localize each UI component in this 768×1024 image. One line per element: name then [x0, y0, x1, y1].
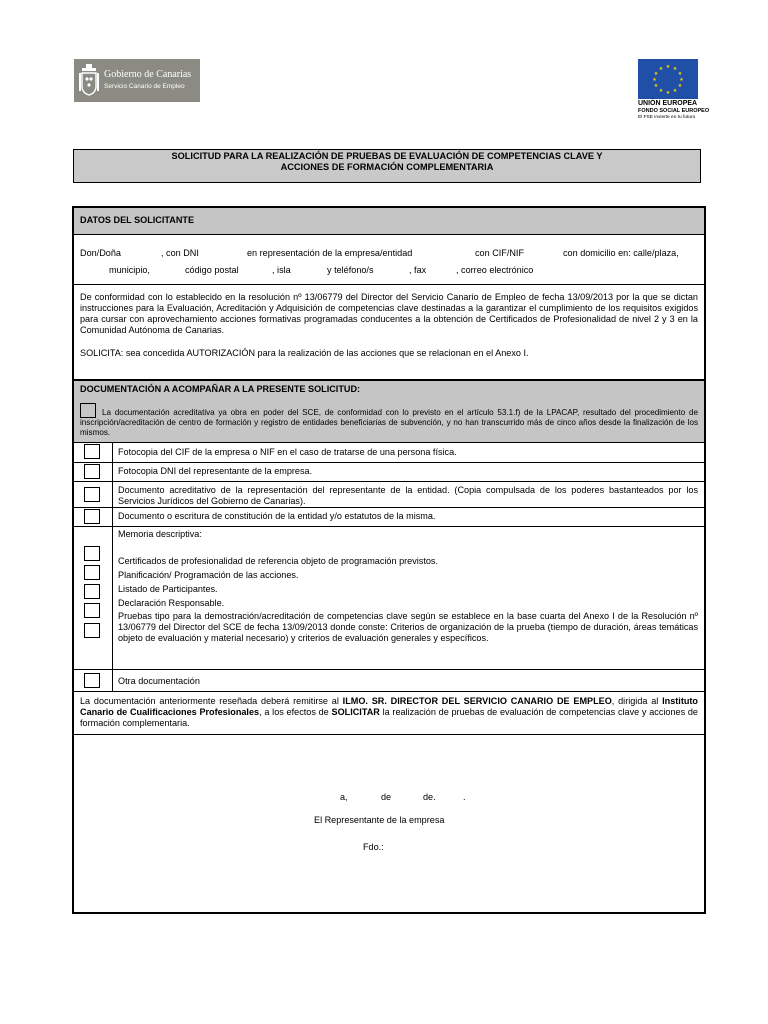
dni-checkbox[interactable] — [84, 464, 100, 479]
eu-label: UNIÓN EUROPEA — [638, 100, 698, 107]
doc-item-otra: Otra documentación — [118, 676, 200, 686]
planificacion-checkbox[interactable] — [84, 565, 100, 580]
doc-item-escritura: Documento o escritura de constitución de la entidad y/o estatutos de la misma. — [118, 511, 436, 521]
memoria-item-pruebas: Pruebas tipo para la demostración/acreditación de competencias clave según se establece en la base cuarta del Anexo I de la Resolución nº 13/06779 del Director del SCE de fecha 13/09/2013 donde conste: Criterios de organización de la prueba (tiempo de duración, áreas temáticas objeto de evaluación y material necesario) y criterios de evaluación generales y específicos. — [118, 611, 698, 643]
label-isla: , isla — [272, 265, 291, 275]
divider — [72, 284, 706, 285]
svg-text:★: ★ — [665, 90, 671, 96]
participantes-checkbox[interactable] — [84, 584, 100, 599]
label-cif: con CIF/NIF — [475, 248, 525, 258]
label-codigo-postal: código postal — [185, 265, 239, 275]
divider — [72, 691, 706, 692]
doc-item-representacion: Documento acreditativo de la representación del representante de la entidad. (Copia compulsada de los poderes bastanteados por los Servicios Jurídicos del Gobierno de Canarias). — [118, 485, 698, 506]
divider — [72, 526, 706, 527]
label-email: , correo electrónico — [456, 265, 534, 275]
escritura-checkbox[interactable] — [84, 509, 100, 524]
gc-logo-subtitle: Servicio Canario de Empleo — [104, 83, 185, 90]
eu-flag-icon — [638, 59, 698, 99]
memoria-heading: Memoria descriptiva: — [118, 529, 202, 539]
svg-text:★: ★ — [658, 88, 664, 94]
fecha-de-1: de — [381, 792, 392, 802]
svg-text:★: ★ — [652, 77, 657, 83]
svg-text:★: ★ — [677, 71, 683, 77]
fdo-label: Fdo.: — [363, 842, 384, 852]
divider — [72, 507, 706, 508]
form-title-line1: SOLICITUD PARA LA REALIZACIÓN DE PRUEBAS DE EVALUACIÓN DE COMPETENCIAS CLAVE Y — [171, 151, 603, 161]
representante-label: El Representante de la empresa — [314, 815, 445, 825]
svg-text:★: ★ — [672, 66, 678, 72]
label-telefono: y teléfono/s — [327, 265, 374, 275]
gobierno-canarias-logo — [74, 59, 200, 102]
form-title-line2: ACCIONES DE FORMACIÓN COMPLEMENTARIA — [280, 162, 494, 172]
remision-text: La documentación anteriormente reseñada deberá remitirse al ILMO. SR. DIRECTOR DEL SERVICIO CANARIO DE EMPLEO, dirigida al Instituto Canario de Cualificaciones Profesionales, a los efectos de SOLICITAR la realización de pruebas de evaluación de competencias clave y acciones de formación complementaria. — [80, 696, 698, 728]
fse-label: FONDO SOCIAL EUROPEO — [638, 108, 710, 114]
form-title — [73, 149, 701, 183]
cif-checkbox[interactable] — [84, 444, 100, 459]
memoria-item-declaracion: Declaración Responsable. — [118, 598, 225, 608]
svg-text:★: ★ — [653, 71, 659, 77]
gc-logo-title: Gobierno de Canarias — [104, 69, 192, 80]
label-dni: , con DNI — [161, 248, 199, 258]
label-don: Don/Doña — [80, 248, 121, 258]
svg-text:★: ★ — [677, 83, 683, 89]
memoria-item-certificados: Certificados de profesionalidad de referencia objeto de programación previstos. — [118, 556, 438, 566]
svg-text:★: ★ — [658, 66, 664, 72]
label-municipio: municipio, — [109, 265, 150, 275]
solicita-text: SOLICITA: sea concedida AUTORIZACIÓN para la realización de las acciones que se relacionan en el Anexo I. — [80, 348, 529, 358]
fecha-a: a, — [340, 792, 348, 802]
fecha-de-2: de. — [423, 792, 436, 802]
label-representacion: en representación de la empresa/entidad — [247, 248, 413, 258]
divider — [72, 442, 706, 443]
representacion-checkbox[interactable] — [84, 487, 100, 502]
instituto-name: Instituto Canario de Cualificaciones Profesionales — [80, 696, 698, 717]
declaracion-checkbox[interactable] — [84, 603, 100, 618]
doc-item-dni: Fotocopia DNI del representante de la empresa. — [118, 466, 313, 476]
label-fax: , fax — [409, 265, 427, 275]
checkbox-column-divider — [112, 442, 113, 692]
certificados-checkbox[interactable] — [84, 546, 100, 561]
fse-slogan: El FSE invierte en tu futuro — [638, 115, 696, 120]
union-europea-logo — [638, 59, 710, 121]
coat-of-arms-icon — [79, 64, 99, 97]
svg-text:★: ★ — [679, 77, 684, 83]
pruebas-checkbox[interactable] — [84, 623, 100, 638]
already-filed-note: La documentación acreditativa ya obra en poder del SCE, de conformidad con lo previsto en el artículo 53.1.f) de la LPACAP, resultado del procedimiento de inscripción/acreditación de centro de formación y registro de entidades beneficiarias de subvención, y no han transcurrido más de cinco años desde la finalización de los mismos. — [80, 408, 698, 437]
doc-item-cif: Fotocopia del CIF de la empresa o NIF en el caso de tratarse de una persona física. — [118, 447, 457, 457]
divider — [72, 734, 706, 735]
otra-checkbox[interactable] — [84, 673, 100, 688]
divider — [72, 462, 706, 463]
label-domicilio: con domicilio en: calle/plaza, — [563, 248, 679, 258]
svg-text:★: ★ — [665, 64, 671, 70]
conformidad-text: De conformidad con lo establecido en la resolución nº 13/06779 del Director del Servicio Canario de Empleo de fecha 13/09/2013 por la que se dictan instrucciones para la Evaluación, Acreditación y Adquisición de competencias clave destinadas a la garantizar el cumplimiento de los requisitos exigidos para cursar con aprovechamiento acciones formativas programadas conducentes a la obtención de Certificados de Profesionalidad de nivel 2 y 3 en la Comunidad Autónoma de Canarias. — [80, 292, 698, 335]
svg-text:★: ★ — [653, 83, 659, 89]
solicitar-word: SOLICITAR — [331, 707, 380, 717]
memoria-item-planificacion: Planificación/ Programación de las acciones. — [118, 570, 299, 580]
director-name: ILMO. SR. DIRECTOR DEL SERVICIO CANARIO DE EMPLEO — [342, 696, 612, 706]
divider — [72, 669, 706, 670]
divider — [72, 234, 706, 235]
documentation-heading: DOCUMENTACIÓN A ACOMPAÑAR A LA PRESENTE SOLICITUD: — [80, 384, 361, 394]
fecha-punto: . — [463, 792, 466, 802]
applicant-heading: DATOS DEL SOLICITANTE — [80, 215, 195, 225]
memoria-item-participantes: Listado de Participantes. — [118, 584, 218, 594]
svg-text:★: ★ — [672, 88, 678, 94]
divider — [72, 481, 706, 482]
